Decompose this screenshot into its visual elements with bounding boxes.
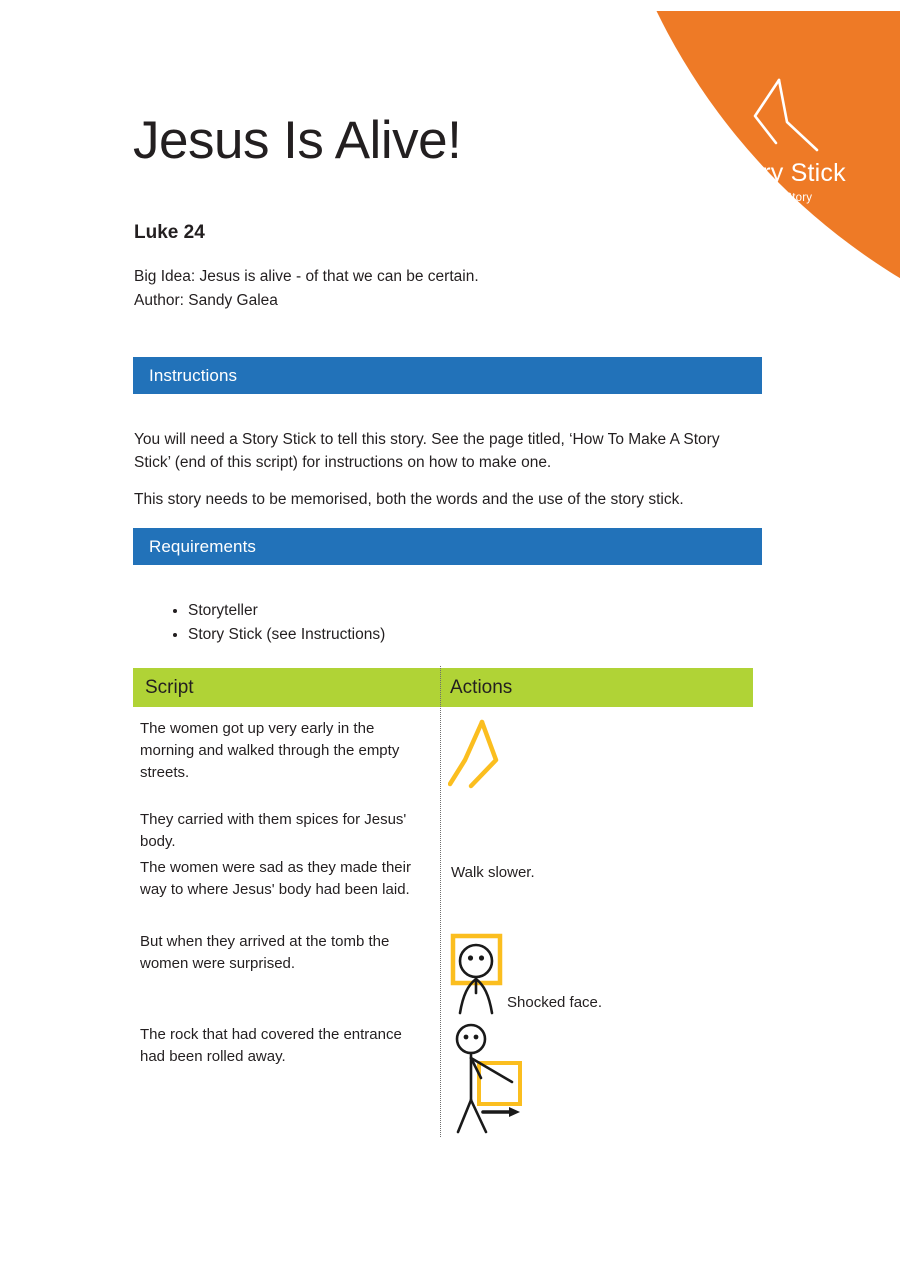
bible-reference: Luke 24: [134, 222, 205, 243]
brand-blob-shape: [592, 11, 900, 370]
column-header-script: Script: [145, 676, 194, 698]
brand-name: Story Stick: [724, 159, 846, 187]
column-header-actions: Actions: [450, 676, 513, 698]
list-item: • Storyteller: [188, 600, 385, 622]
table-row: The women were sad as they made their way to where Jesus' body had been laid.: [140, 859, 411, 898]
table-row: The women got up very early in the morning and walked through the empty streets.: [140, 720, 400, 781]
instructions-paragraph-2: This story needs to be memorised, both the words and the use of the story stick.: [134, 491, 684, 508]
stick-figure-rolling-rock-icon: [450, 1022, 560, 1137]
column-divider: [440, 666, 441, 1137]
action-note-shocked-face: Shocked face.: [507, 994, 603, 1011]
page-title: Jesus Is Alive!: [133, 111, 462, 170]
big-idea-line: Big Idea: Jesus is alive - of that we can be certain.: [134, 268, 479, 285]
table-row: The rock that had covered the entrance had been rolled away.: [140, 1026, 402, 1065]
story-stick-folded-walk-icon: [448, 716, 518, 806]
requirements-list: [160, 600, 385, 647]
brand-blob: [592, 11, 900, 370]
section-heading-requirements: Requirements: [133, 528, 762, 565]
author-line: Author: Sandy Galea: [134, 292, 278, 310]
brand-tagline: Kids Story: [757, 191, 813, 204]
action-note-walk-slower: Walk slower.: [451, 864, 535, 881]
table-row: But when they arrived at the tomb the women were surprised.: [140, 933, 390, 972]
list-item: • Story Stick (see Instructions): [188, 624, 385, 646]
instructions-paragraph-1: You will need a Story Stick to tell this story. See the page titled, ‘How To Make A Story Stick’ (end of this script) for instructions on how to make one.: [134, 431, 720, 472]
document-meta: [134, 265, 479, 313]
script-table-header: [133, 668, 753, 707]
table-row: They carried with them spices for Jesus' body.: [140, 811, 407, 850]
section-heading-instructions: Instructions: [133, 357, 762, 394]
